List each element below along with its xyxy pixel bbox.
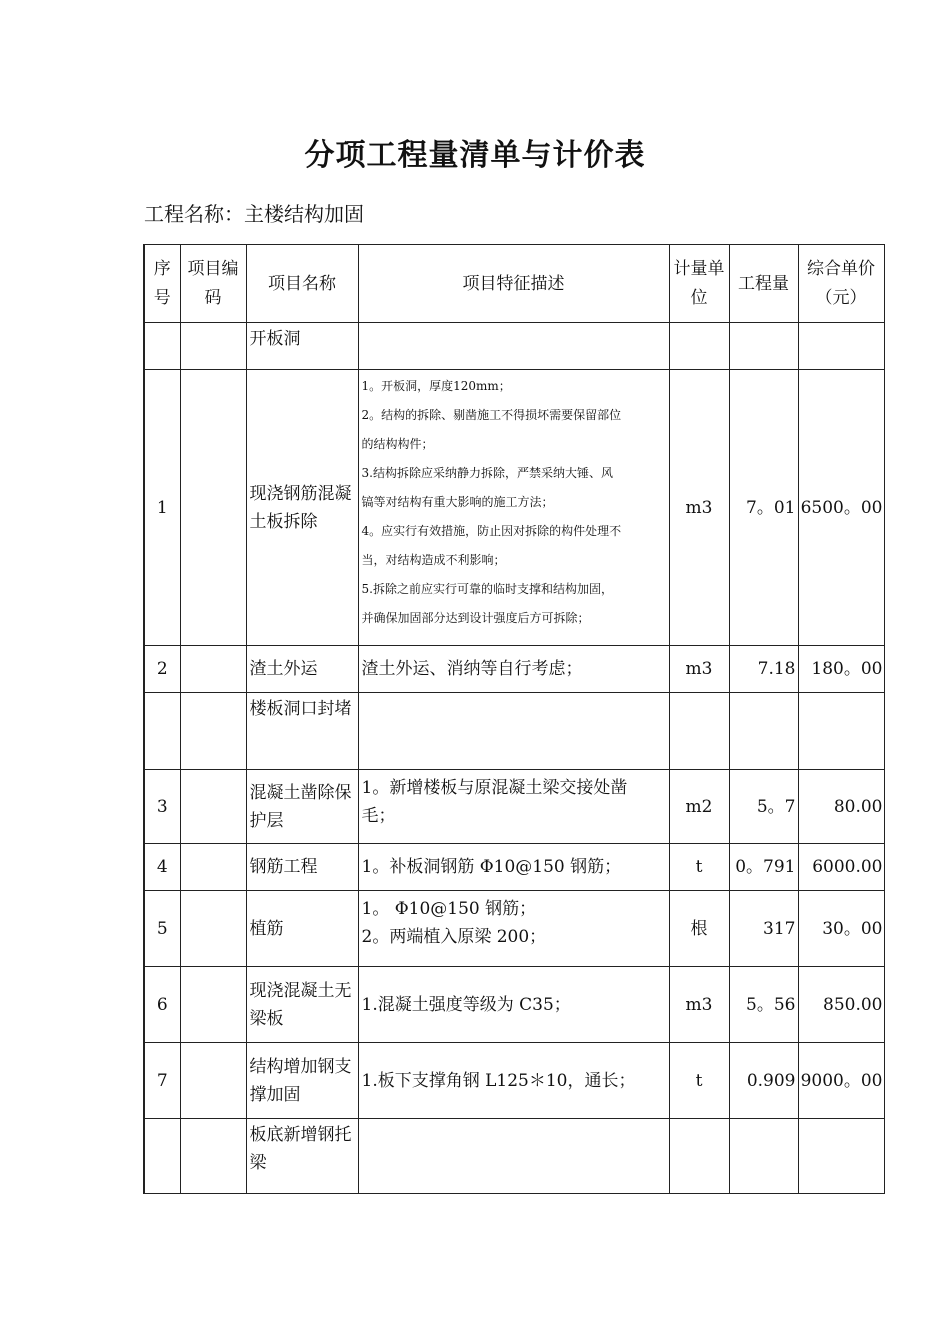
cell-qty: 7。01 — [729, 370, 798, 646]
cell-qty — [729, 323, 798, 370]
bill-of-quantities-table — [143, 244, 885, 1194]
cell-price: 80.00 — [798, 770, 884, 844]
cell-unit: m3 — [669, 370, 729, 646]
cell-desc — [358, 1043, 669, 1119]
table-row — [144, 370, 884, 646]
header-price: 综合单价（元） — [798, 245, 884, 323]
cell-qty — [729, 693, 798, 770]
cell-qty: 5。56 — [729, 967, 798, 1043]
desc-line: 1.板下支撑角钢 L125＊10，通长； — [361, 1070, 636, 1091]
cell-unit — [669, 1119, 729, 1194]
header-unit: 计量单位 — [669, 245, 729, 323]
cell-name: 现浇钢筋混凝土板拆除 — [246, 370, 358, 646]
header-name: 项目名称 — [246, 245, 358, 323]
cell-code — [180, 1119, 246, 1194]
table-row — [144, 646, 884, 693]
cell-name: 开板洞 — [246, 323, 358, 370]
project-name: 工程名称：主楼结构加固 — [144, 202, 364, 226]
cell-desc — [358, 770, 669, 844]
table-row — [144, 1119, 884, 1194]
cell-qty: 317 — [729, 891, 798, 967]
cell-name: 渣土外运 — [246, 646, 358, 693]
cell-seq: 4 — [144, 844, 180, 891]
cell-price — [798, 323, 884, 370]
table-row — [144, 891, 884, 967]
cell-code — [180, 323, 246, 370]
header-seq: 序号 — [144, 245, 180, 323]
table-row — [144, 693, 884, 770]
cell-name: 板底新增钢托梁 — [246, 1119, 358, 1194]
cell-unit — [669, 323, 729, 370]
cell-unit: 根 — [669, 891, 729, 967]
cell-code — [180, 844, 246, 891]
desc-line: 1。 Φ10@150 钢筋； — [361, 899, 537, 919]
desc-line: 渣土外运、消纳等自行考虑； — [361, 659, 583, 679]
cell-desc — [358, 646, 669, 693]
table-header-row — [144, 245, 884, 323]
desc-line: 并确保加固部分达到设计强度后方可拆除； — [361, 611, 590, 625]
cell-desc — [358, 693, 669, 770]
header-code: 项目编码 — [180, 245, 246, 323]
desc-line: 4。应实行有效措施，防止因对拆除的构件处理不 — [361, 524, 622, 538]
desc-line: 的结构构件； — [361, 437, 434, 451]
cell-unit: m2 — [669, 770, 729, 844]
cell-qty: 0.909 — [729, 1043, 798, 1119]
cell-seq: 3 — [144, 770, 180, 844]
header-desc: 项目特征描述 — [358, 245, 669, 323]
table-row — [144, 323, 884, 370]
header-qty: 工程量 — [729, 245, 798, 323]
cell-seq — [144, 323, 180, 370]
cell-code — [180, 770, 246, 844]
cell-desc — [358, 323, 669, 370]
desc-line: 2。两端植入原梁 200； — [361, 927, 547, 947]
desc-line: 镐等对结构有重大影响的施工方法； — [361, 495, 554, 509]
cell-price: 30。00 — [798, 891, 884, 967]
cell-code — [180, 646, 246, 693]
cell-qty: 5。7 — [729, 770, 798, 844]
cell-desc — [358, 370, 669, 646]
table-row — [144, 844, 884, 891]
desc-line: 5.拆除之前应实行可靠的临时支撑和结构加固， — [361, 582, 613, 596]
cell-name: 钢筋工程 — [246, 844, 358, 891]
page-title: 分项工程量清单与计价表 — [304, 138, 646, 173]
cell-code — [180, 693, 246, 770]
cell-price: 180。00 — [798, 646, 884, 693]
cell-qty: 0。791 — [729, 844, 798, 891]
cell-code — [180, 891, 246, 967]
desc-line: 当，对结构造成不利影响； — [361, 553, 506, 567]
cell-seq: 5 — [144, 891, 180, 967]
cell-unit: m3 — [669, 646, 729, 693]
cell-unit: m3 — [669, 967, 729, 1043]
cell-price: 850.00 — [798, 967, 884, 1043]
cell-desc — [358, 844, 669, 891]
cell-seq: 1 — [144, 370, 180, 646]
cell-desc — [358, 967, 669, 1043]
desc-line: 1。新增楼板与原混凝土梁交接处凿 — [361, 778, 628, 798]
desc-line: 3.结构拆除应采纳静力拆除，严禁采纳大锤、风 — [361, 466, 613, 480]
cell-seq — [144, 1119, 180, 1194]
cell-seq: 7 — [144, 1043, 180, 1119]
cell-seq: 2 — [144, 646, 180, 693]
cell-unit — [669, 693, 729, 770]
table-row — [144, 967, 884, 1043]
table-row — [144, 770, 884, 844]
cell-unit: t — [669, 844, 729, 891]
cell-price: 6500。00 — [798, 370, 884, 646]
cell-desc — [358, 1119, 669, 1194]
cell-name: 植筋 — [246, 891, 358, 967]
cell-seq — [144, 693, 180, 770]
cell-code — [180, 967, 246, 1043]
table-row — [144, 1043, 884, 1119]
cell-price: 9000。00 — [798, 1043, 884, 1119]
cell-name: 结构增加钢支撑加固 — [246, 1043, 358, 1119]
cell-name: 现浇混凝土无梁板 — [246, 967, 358, 1043]
cell-seq: 6 — [144, 967, 180, 1043]
cell-qty: 7.18 — [729, 646, 798, 693]
desc-line: 2。结构的拆除、剔凿施工不得损坏需要保留部位 — [361, 408, 622, 422]
cell-qty — [729, 1119, 798, 1194]
cell-code — [180, 370, 246, 646]
cell-unit: t — [669, 1043, 729, 1119]
cell-desc — [358, 891, 669, 967]
cell-price — [798, 1119, 884, 1194]
cell-code — [180, 1043, 246, 1119]
cell-price: 6000.00 — [798, 844, 884, 891]
desc-line: 毛； — [361, 806, 396, 826]
desc-line: 1。补板洞钢筋 Φ10@150 钢筋； — [361, 857, 622, 877]
desc-line: 1。开板洞，厚度120mm； — [361, 379, 511, 393]
cell-name: 楼板洞口封堵 — [246, 693, 358, 770]
desc-line: 1.混凝土强度等级为 C35； — [361, 994, 571, 1015]
cell-price — [798, 693, 884, 770]
cell-name: 混凝土凿除保护层 — [246, 770, 358, 844]
